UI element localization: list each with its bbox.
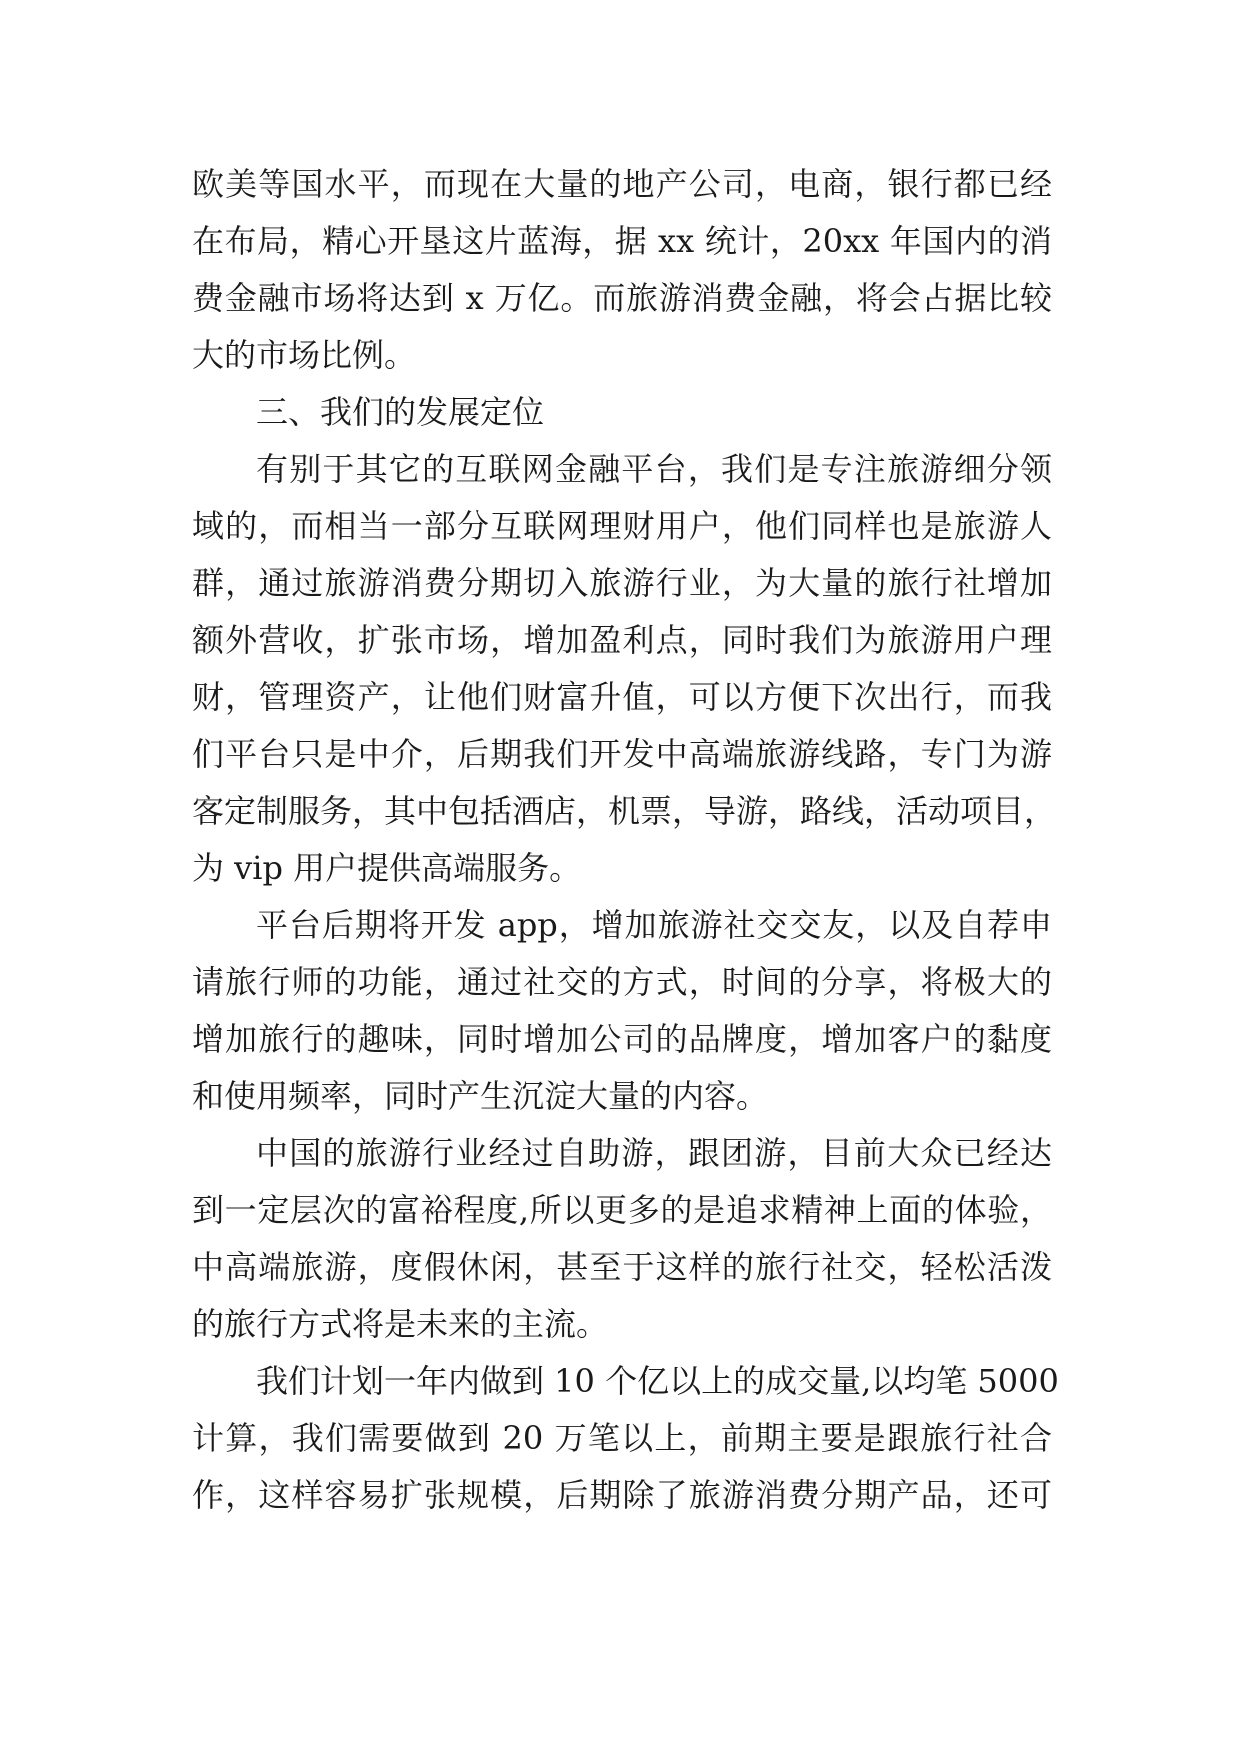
text-line: 费金融市场将达到 x 万亿。而旅游消费金融，将会占据比较 [192,279,1052,317]
text-line: 大的市场比例。 [192,336,417,374]
text-line: 计算，我们需要做到 20 万笔以上，前期主要是跟旅行社合 [192,1419,1052,1457]
text-line: 我们计划一年内做到 10 个亿以上的成交量,以均笔 5000 [256,1362,1059,1400]
text-line: 增加旅行的趣味，同时增加公司的品牌度，增加客户的黏度 [192,1020,1052,1058]
text-line: 有别于其它的互联网金融平台，我们是专注旅游细分领 [256,450,1052,488]
text-line: 中国的旅游行业经过自助游，跟团游，目前大众已经达 [256,1134,1052,1172]
text-line: 作，这样容易扩张规模，后期除了旅游消费分期产品，还可 [192,1476,1052,1514]
text-line: 平台后期将开发 app，增加旅游社交交友，以及自荐申 [256,906,1052,944]
text-line: 群，通过旅游消费分期切入旅游行业，为大量的旅行社增加 [192,564,1052,602]
text-line: 三、我们的发展定位 [256,393,545,431]
text-line: 的旅行方式将是未来的主流。 [192,1305,609,1343]
text-line: 和使用频率，同时产生沉淀大量的内容。 [192,1077,769,1115]
text-line: 财，管理资产，让他们财富升值，可以方便下次出行，而我 [192,678,1052,716]
text-line: 为 vip 用户提供高端服务。 [192,849,582,887]
text-line: 们平台只是中介，后期我们开发中高端旅游线路，专门为游 [192,735,1052,773]
text-line: 到一定层次的富裕程度,所以更多的是追求精神上面的体验， [192,1191,1052,1229]
document-body-text [192,156,1059,1524]
text-line: 欧美等国水平，而现在大量的地产公司，电商，银行都已经 [192,165,1052,203]
text-line: 客定制服务，其中包括酒店，机票，导游，路线，活动项目， [192,792,1057,830]
text-line: 在布局，精心开垦这片蓝海，据 xx 统计，20xx 年国内的消 [192,222,1052,260]
text-line: 额外营收，扩张市场，增加盈利点，同时我们为旅游用户理 [192,621,1052,659]
text-line: 域的，而相当一部分互联网理财用户，他们同样也是旅游人 [192,507,1052,545]
text-line: 请旅行师的功能，通过社交的方式，时间的分享，将极大的 [192,963,1052,1001]
text-line: 中高端旅游，度假休闲，甚至于这样的旅行社交，轻松活泼 [192,1248,1052,1286]
